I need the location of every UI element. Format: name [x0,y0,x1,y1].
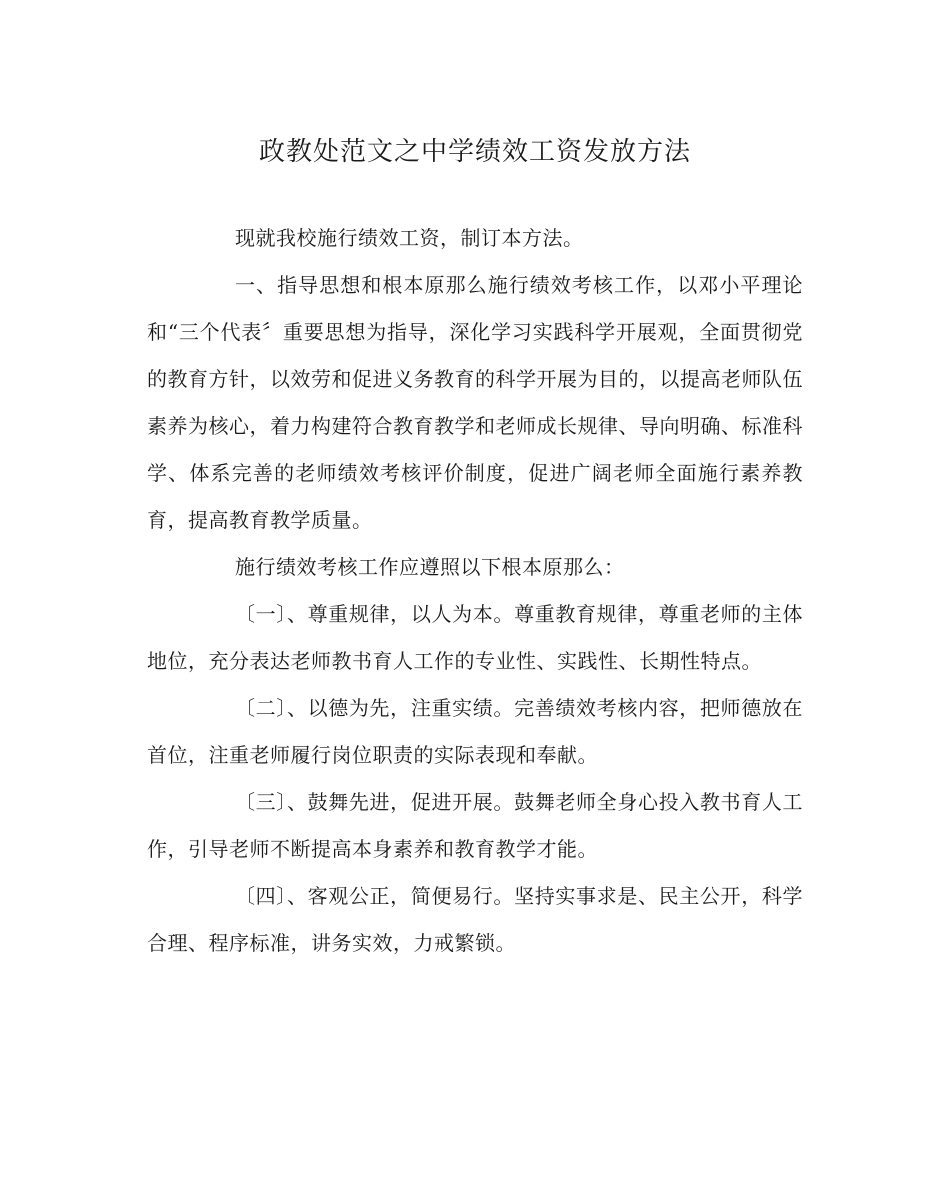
paragraph-intro: 现就我校施行绩效工资，制订本方法。 [235,226,584,250]
paragraph-principle-4: 〔四〕、客观公正，简便易行。坚持实事求是、民主公开，科学合理、程序标准，讲务实效，力戒繁锁。 [147,884,803,955]
paragraph-guiding-ideology: 一、指导思想和根本原那么施行绩效考核工作，以邓小平理论和“三个代表〞重要思想为指导，深化学习实践科学开展观，全面贯彻党的教育方针，以效劳和促进义务教育的科学开展为目的，以提高老师队伍素养为核心，着力构建符合教育教学和老师成长规律、导向明确、标准科学、体系完善的老师绩效考核评价制度，促进广阔老师全面施行素养教育，提高教育教学质量。 [147,273,803,532]
document-body [147,215,803,967]
paragraph-principle-1: 〔一〕、尊重规律，以人为本。尊重教育规律，尊重老师的主体地位，充分表达老师教书育人工作的专业性、实践性、长期性特点。 [147,602,803,673]
paragraph-principle-2: 〔二〕、以德为先，注重实绩。完善绩效考核内容，把师德放在首位，注重老师履行岗位职责的实际表现和奉献。 [147,696,803,767]
document-title: 政教处范文之中学绩效工资发放方法 [258,137,691,167]
paragraph-principle-3: 〔三〕、鼓舞先进，促进开展。鼓舞老师全身心投入教书育人工作，引导老师不断提高本身素养和教育教学才能。 [147,790,803,861]
paragraph-principles-intro: 施行绩效考核工作应遵照以下根本原那么： [235,555,625,579]
